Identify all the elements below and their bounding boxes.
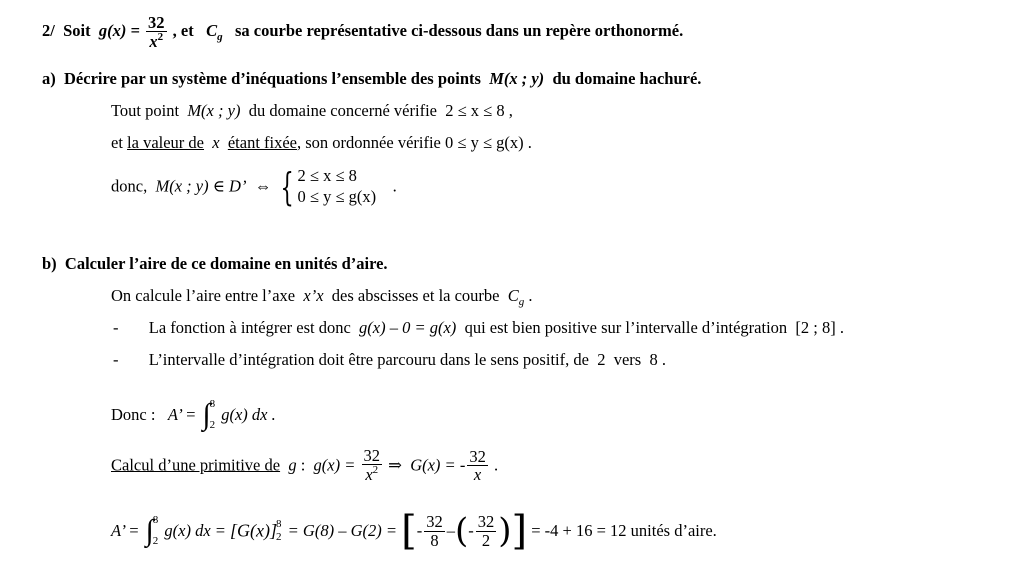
question-number: 2/: [42, 21, 55, 41]
fraction-denominator-base: x: [149, 32, 158, 52]
inequality-system: [275, 166, 376, 207]
final-result: = -4 + 16 = 12 unités d’aire.: [531, 521, 717, 541]
fraction-numerator: 32: [148, 13, 165, 32]
integral-upper-bound: 8: [152, 514, 159, 527]
end-dot: .: [661, 350, 666, 369]
part-a-line-1: [111, 101, 513, 121]
fraction-denominator-exponent: 2: [372, 464, 379, 477]
g-of-x: g(x) =: [98, 21, 140, 41]
question-2-rest: sa courbe représentative ci-dessous dans un repère orthonormé.: [234, 21, 684, 41]
condition-x: 2 ≤ x ≤ 8 ,: [445, 101, 513, 120]
part-a-heading: [42, 69, 701, 89]
curve-subscript: g: [217, 31, 223, 44]
minus-operator: –: [446, 521, 455, 541]
G-of-x: G(x) = -: [410, 455, 466, 475]
integral-2-to-8: [146, 514, 159, 548]
right-square-bracket: ]: [511, 508, 528, 554]
fraction-numerator: 32: [469, 446, 486, 466]
bullet-dash: -: [113, 350, 119, 369]
text-aire-entre: On calcule l’aire entre l’axe: [111, 286, 296, 305]
bound-8: 8: [649, 350, 658, 369]
membership-expression: M(x ; y) ∈ D’: [155, 176, 247, 196]
part-a-point-M: M(x ; y): [489, 69, 545, 88]
integral-lower-bound: 2: [152, 535, 159, 548]
text-sens-positif: L’intervalle d’intégration doit être parcouru dans le sens positif, de: [148, 350, 589, 369]
system-row-2: 0 ≤ y ≤ g(x): [297, 186, 377, 206]
part-a-label: a): [42, 69, 56, 88]
curve-C-subscript: g: [518, 296, 525, 308]
integral-upper-bound: 8: [209, 398, 216, 410]
integral-sign: ∫: [202, 398, 211, 432]
text-ordonnee-verifie: , son ordonnée vérifie 0 ≤ y ≤ g(x) .: [297, 133, 532, 152]
evaluated-bracket: [G(x)]: [230, 520, 278, 541]
bound-2: 2: [597, 350, 606, 369]
text-tout-point: Tout point: [111, 101, 180, 120]
implies-arrow: ⇒: [388, 455, 402, 475]
colon: :: [300, 455, 306, 475]
area-A-prime: A’ =: [111, 521, 140, 541]
bracket-upper-bound: 8: [276, 518, 282, 531]
text-vers: vers: [613, 350, 642, 369]
text-donc: Donc :: [111, 405, 156, 425]
integrand: g(x) dx .: [221, 405, 276, 425]
fraction-denominator: x: [473, 464, 482, 484]
difference-expression: = G(8) – G(2) =: [287, 521, 397, 541]
part-a-text-1: Décrire par un système d’inéquations l’ensemble des points: [64, 69, 481, 88]
bullet-1: [113, 318, 844, 338]
end-dot: .: [493, 455, 499, 475]
integral-lower-bound: 2: [209, 419, 216, 432]
text-donc: donc,: [111, 176, 148, 196]
question-2-statement: [42, 14, 683, 51]
fraction-denominator-exponent: 2: [157, 31, 164, 44]
et-word: , et: [172, 21, 194, 41]
axis-name: x’x: [303, 286, 324, 305]
underlined-etant-fixee: étant fixée: [227, 133, 298, 152]
minus-sign: -: [468, 521, 474, 541]
text-domaine-verifie: du domaine concerné vérifie: [248, 101, 437, 120]
text-fonction-integrer: La fonction à intégrer est donc: [148, 318, 351, 337]
left-square-bracket: [: [401, 508, 417, 554]
point-M: M(x ; y): [187, 101, 241, 120]
left-paren: (: [454, 511, 469, 551]
fraction-32-over-2: [476, 513, 497, 549]
part-a-system-line: [111, 166, 397, 207]
fraction-32-over-x2: [146, 14, 167, 51]
bullet-2: [113, 350, 666, 370]
integral-2-to-8: [202, 398, 215, 432]
part-b-heading: [42, 254, 388, 274]
minus-sign: -: [416, 521, 423, 541]
var-x: x: [212, 133, 220, 152]
underlined-valeur-de: la valeur de: [127, 133, 205, 152]
primitive-line: [111, 447, 498, 484]
curve-C: C: [507, 286, 519, 305]
fraction-numerator: 32: [426, 512, 443, 532]
area-A-prime: A’ =: [167, 405, 197, 425]
bracket-lower-bound: 2: [276, 531, 282, 544]
right-paren: ): [498, 511, 512, 551]
part-a-line-2: [111, 133, 532, 153]
fraction-denominator: 2: [481, 530, 491, 550]
soit-word: Soit: [63, 21, 91, 41]
curve-name: C: [206, 21, 218, 41]
fraction-denominator-base: x: [365, 465, 373, 485]
part-b-text: Calculer l’aire de ce domaine en unités d’aire.: [64, 254, 388, 273]
final-computation-line: [111, 508, 717, 554]
text-positive-intervalle: qui est bien positive sur l’intervalle d’intégration: [464, 318, 788, 337]
fraction-32-over-8: [424, 513, 445, 549]
end-dot: .: [528, 286, 533, 305]
integrand-equals: g(x) dx =: [164, 521, 226, 541]
fraction-denominator: 8: [430, 530, 439, 550]
integral-sign: ∫: [145, 514, 154, 548]
fraction-32-over-x2: [362, 447, 383, 484]
bracket-bounds: [277, 518, 282, 544]
text-et: et: [111, 133, 123, 152]
system-row-1: 2 ≤ x ≤ 8: [297, 166, 357, 185]
part-b-label: b): [42, 254, 57, 273]
left-brace: {: [280, 164, 295, 209]
underlined-calcul-primitive: Calcul d’une primitive de: [111, 455, 281, 475]
bullet-dash: -: [113, 318, 119, 337]
end-dot: .: [392, 176, 397, 196]
interval-2-8: [2 ; 8] .: [795, 318, 844, 337]
text-abscisses-courbe: des abscisses et la courbe: [331, 286, 500, 305]
equivalence-symbol: ⇔: [254, 176, 272, 196]
fraction-numerator: 32: [363, 446, 380, 465]
fraction-numerator: 32: [477, 512, 495, 532]
integrand-expression: g(x) – 0 = g(x): [359, 318, 457, 337]
part-a-text-2: du domaine hachuré.: [552, 69, 702, 88]
part-b-line-1: [111, 286, 533, 308]
donc-integral-line: [111, 398, 276, 432]
fraction-32-over-x: [467, 448, 488, 484]
g-of-x: g(x) =: [313, 455, 356, 475]
function-g: g: [288, 455, 297, 475]
